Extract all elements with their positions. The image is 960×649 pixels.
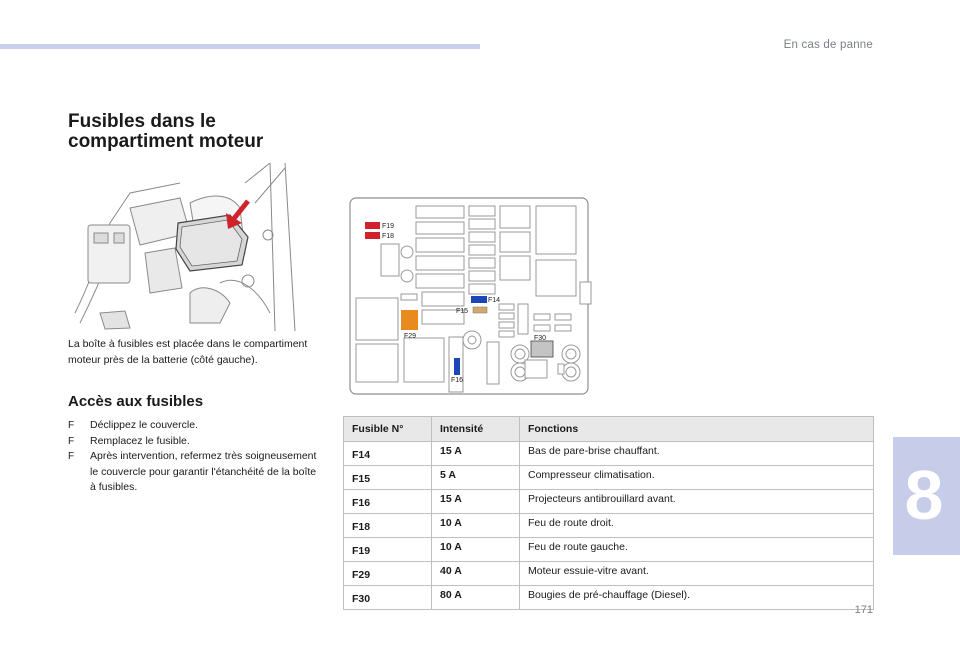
fuse-label-f16: F16: [451, 377, 464, 384]
fuse-amperage: 10 A: [432, 538, 520, 562]
step-text: Après intervention, refermez très soigneusement le couvercle pour garantir l'étanchéité de la boîte à fusibles.: [90, 450, 317, 493]
fuse-f14: [471, 296, 500, 304]
page-title: Fusibles dans le compartiment moteur: [68, 111, 264, 152]
fuse-function: Feu de route gauche.: [520, 538, 874, 562]
fuse-amperage: 15 A: [432, 442, 520, 466]
table-row: [344, 586, 874, 610]
fuse-function: Bougies de pré-chauffage (Diesel).: [520, 586, 874, 610]
fuse-function: Compresseur climatisation.: [520, 466, 874, 490]
fuse-amperage: 5 A: [432, 466, 520, 490]
table-row: [344, 490, 874, 514]
fuse-number: F18: [344, 514, 432, 538]
fuse-amperage: 40 A: [432, 562, 520, 586]
access-steps: [68, 418, 318, 496]
fuse-label-f19: F19: [382, 223, 395, 230]
fuse-label-f30: F30: [534, 335, 547, 342]
fuse-f19: [365, 222, 394, 230]
fuse-amperage: 15 A: [432, 490, 520, 514]
fuse-number: F14: [344, 442, 432, 466]
page-number: 171: [854, 604, 873, 616]
fuse-function: Bas de pare-brise chauffant.: [520, 442, 874, 466]
fuse-label-f15: F15: [456, 308, 469, 315]
column-header-amperage: Intensité: [432, 417, 520, 442]
fuse-number: F16: [344, 490, 432, 514]
table-row: [344, 562, 874, 586]
fuse-function: Projecteurs antibrouillard avant.: [520, 490, 874, 514]
table-row: [344, 442, 874, 466]
step-text: Remplacez le fusible.: [90, 434, 190, 447]
column-header-functions: Fonctions: [520, 417, 874, 442]
fuse-table: [343, 416, 874, 610]
access-heading: Accès aux fusibles: [68, 393, 204, 410]
step-text: Déclippez le couvercle.: [90, 419, 198, 431]
fuse-function: Moteur essuie-vitre avant.: [520, 562, 874, 586]
fuse-amperage: 80 A: [432, 586, 520, 610]
step-item: [68, 449, 318, 496]
fuse-label-f29: F29: [404, 333, 417, 340]
fuse-amperage: 10 A: [432, 514, 520, 538]
table-row: [344, 466, 874, 490]
chapter-number: 8: [904, 456, 944, 534]
column-header-fuse: Fusible N°: [344, 417, 432, 442]
header-accent-bar: [0, 44, 480, 49]
table-header-row: [344, 417, 874, 442]
engine-compartment-illustration: [70, 163, 312, 331]
bullet-icon: F: [68, 451, 75, 462]
intro-text: La boîte à fusibles est placée dans le compartiment moteur près de la batterie (côté gauche).: [68, 338, 308, 366]
step-item: [68, 418, 318, 434]
step-item: [68, 434, 318, 450]
fuse-function: Feu de route droit.: [520, 514, 874, 538]
table-row: [344, 514, 874, 538]
fuse-number: F19: [344, 538, 432, 562]
fuse-f29: [401, 310, 418, 340]
fuse-number: F29: [344, 562, 432, 586]
fuse-number: F15: [344, 466, 432, 490]
fuse-number: F30: [344, 586, 432, 610]
section-title: En cas de panne: [783, 39, 873, 51]
bullet-icon: F: [68, 420, 75, 431]
bullet-icon: F: [68, 435, 75, 447]
fuse-label-f14: F14: [488, 297, 501, 304]
fuse-box-diagram: [347, 192, 596, 398]
fuse-f18: [365, 232, 394, 240]
fuse-label-f18: F18: [382, 233, 395, 240]
table-row: [344, 538, 874, 562]
